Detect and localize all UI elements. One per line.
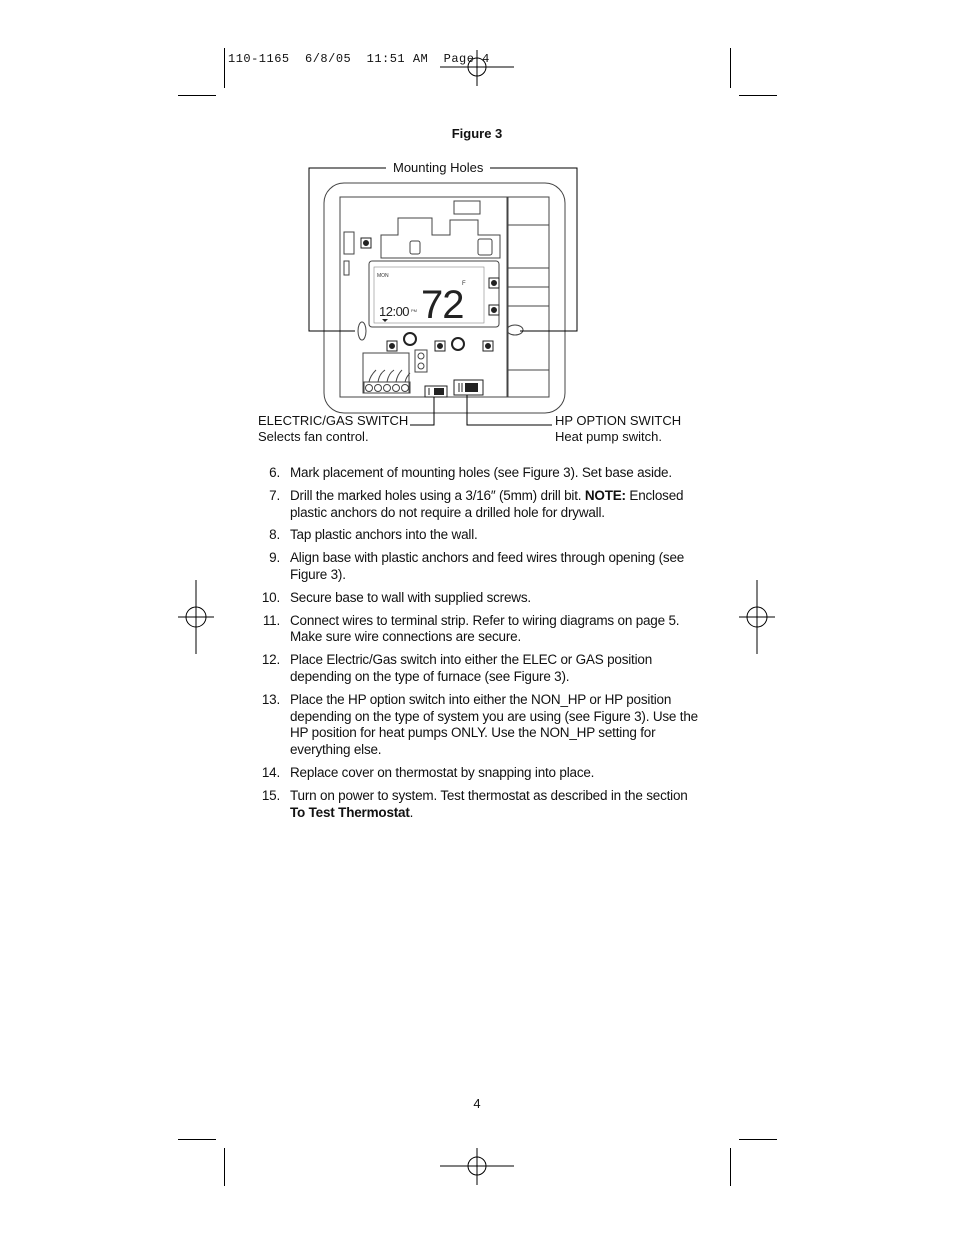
step-number: 9. — [269, 550, 280, 566]
step-text: Place Electric/Gas switch into either the ELEC or GAS position depending on the type of furnace (see Figure 3). — [290, 652, 653, 684]
step-number: 14. — [261, 764, 280, 780]
electric-gas-switch — [425, 386, 447, 397]
step-item — [258, 613, 698, 647]
step-text: . — [409, 804, 414, 820]
lcd-time: 12:00 — [379, 304, 410, 319]
top-bracket — [381, 201, 500, 258]
step-text: Turn on power to system. Test thermostat as described in the section — [290, 787, 688, 803]
electric-gas-switch-label: ELECTRIC/GAS SWITCH — [258, 413, 409, 428]
print-slug: 110-1165 6/8/05 11:51 AM Page 4 — [228, 52, 490, 66]
step-text: Tap plastic anchors into the wall. — [290, 527, 478, 543]
figure-title: Figure 3 — [451, 126, 503, 141]
step-text: Align base with plastic anchors and feed wires through opening (see Figure 3). — [290, 550, 685, 582]
lcd-day: MON — [377, 273, 389, 279]
step-text: Drill the marked holes using a 3/16″ (5mm) drill bit. — [290, 487, 585, 503]
step-item — [258, 692, 698, 759]
step-item — [258, 465, 698, 482]
step-number: 6. — [269, 465, 280, 480]
lcd-display — [369, 261, 499, 327]
terminal-strip — [363, 350, 427, 393]
step-text: Connect wires to terminal strip. Refer to wiring diagrams on page 5. Make sure wire connections are secure. — [290, 612, 680, 645]
step-item — [258, 527, 698, 544]
lcd-temperature: 72 — [421, 283, 464, 327]
mounting-holes-label: Mounting Holes — [393, 160, 484, 175]
step-number: 12. — [261, 652, 280, 668]
step-text: Place the HP option switch into either the NON_HP or HP position depending on the type of system you are using (see Figure 3). Use the HP position for heat pumps ONLY. Use the NON_HP setting for everything else. — [290, 691, 698, 758]
hp-option-switch-description: Heat pump switch. — [555, 429, 662, 444]
step-number: 13. — [261, 691, 280, 707]
lcd-unit: F — [462, 281, 466, 287]
step-text: Enclosed plastic anchors do not require a drilled hole for drywall. — [290, 487, 684, 520]
step-number: 7. — [269, 487, 280, 503]
step-text: Secure base to wall with supplied screws. — [290, 589, 531, 605]
step-text: Mark placement of mounting holes (see Figure 3). Set base aside. — [290, 465, 672, 480]
step-text: Replace cover on thermostat by snapping into place. — [290, 764, 595, 780]
step-section-reference: To Test Thermostat — [290, 804, 410, 820]
hp-option-switch-label: HP OPTION SWITCH — [555, 413, 682, 428]
step-item — [258, 652, 698, 686]
installation-steps — [258, 465, 698, 827]
step-item — [258, 765, 698, 782]
step-note-label: NOTE: — [584, 487, 626, 503]
page-number: 4 — [473, 1096, 481, 1111]
step-item — [258, 788, 698, 822]
step-number: 10. — [261, 589, 280, 605]
hp-option-switch — [454, 380, 483, 395]
lcd-ampm: PM — [411, 308, 417, 313]
step-number: 15. — [261, 787, 280, 803]
step-number: 11. — [262, 612, 280, 628]
electric-gas-switch-description: Selects fan control. — [258, 429, 369, 444]
step-item — [258, 590, 698, 607]
step-item — [258, 488, 698, 522]
step-number: 8. — [269, 527, 280, 543]
lcd-indicator — [382, 319, 388, 322]
step-item — [258, 550, 698, 584]
